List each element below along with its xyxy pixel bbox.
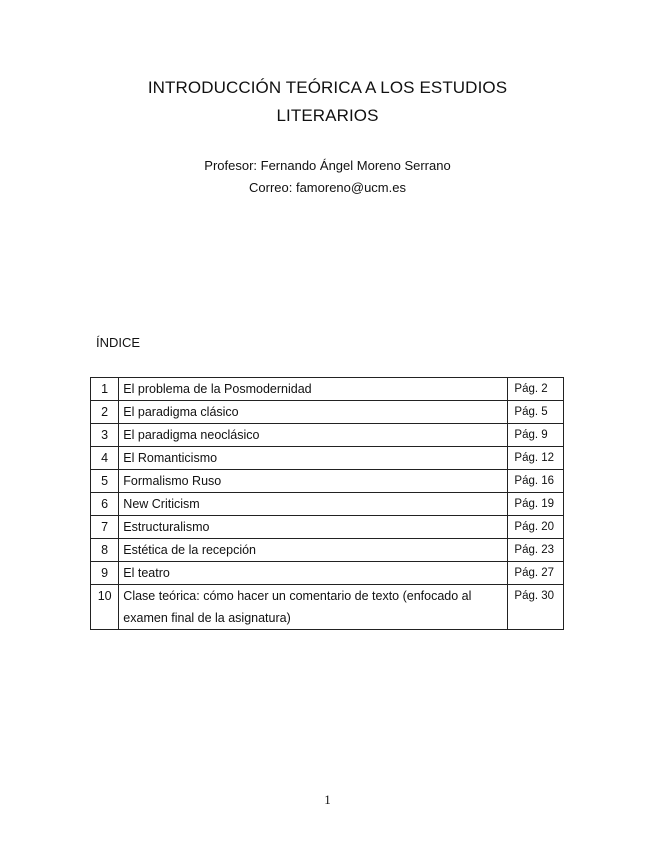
table-of-contents <box>90 377 564 630</box>
toc-topic: Estructuralismo <box>119 516 508 539</box>
table-row <box>91 539 564 562</box>
toc-page: Pág. 20 <box>508 516 564 539</box>
toc-topic: El problema de la Posmodernidad <box>119 378 508 401</box>
toc-topic: El teatro <box>119 562 508 585</box>
table-row <box>91 447 564 470</box>
professor-line: Profesor: Fernando Ángel Moreno Serrano <box>204 158 451 173</box>
toc-page: Pág. 5 <box>508 401 564 424</box>
document-title-line-2: LITERARIOS <box>276 106 379 125</box>
toc-number: 4 <box>91 447 119 470</box>
toc-number: 8 <box>91 539 119 562</box>
toc-number: 5 <box>91 470 119 493</box>
table-row <box>91 585 564 630</box>
table-row <box>91 424 564 447</box>
toc-topic: El Romanticismo <box>119 447 508 470</box>
toc-page: Pág. 16 <box>508 470 564 493</box>
page-number: 1 <box>324 792 331 807</box>
toc-topic: Clase teórica: cómo hacer un comentario de texto (enfocado al examen final de la asignatura) <box>119 585 508 630</box>
toc-topic: Formalismo Ruso <box>119 470 508 493</box>
toc-page: Pág. 30 <box>508 585 564 630</box>
document-title-line-1: INTRODUCCIÓN TEÓRICA A LOS ESTUDIOS <box>147 78 508 97</box>
table-row <box>91 562 564 585</box>
toc-topic: El paradigma clásico <box>119 401 508 424</box>
toc-page: Pág. 27 <box>508 562 564 585</box>
table-row <box>91 516 564 539</box>
toc-topic: Estética de la recepción <box>119 539 508 562</box>
table-row <box>91 401 564 424</box>
toc-page: Pág. 9 <box>508 424 564 447</box>
toc-page: Pág. 19 <box>508 493 564 516</box>
toc-number: 1 <box>91 378 119 401</box>
table-row <box>91 470 564 493</box>
toc-number: 10 <box>91 585 119 630</box>
toc-page: Pág. 2 <box>508 378 564 401</box>
toc-topic: New Criticism <box>119 493 508 516</box>
toc-page: Pág. 23 <box>508 539 564 562</box>
toc-page: Pág. 12 <box>508 447 564 470</box>
email-line: Correo: famoreno@ucm.es <box>249 180 406 195</box>
toc-number: 2 <box>91 401 119 424</box>
toc-number: 3 <box>91 424 119 447</box>
toc-topic: El paradigma neoclásico <box>119 424 508 447</box>
index-heading: ÍNDICE <box>96 335 141 350</box>
toc-number: 9 <box>91 562 119 585</box>
toc-number: 7 <box>91 516 119 539</box>
table-row <box>91 493 564 516</box>
toc-number: 6 <box>91 493 119 516</box>
table-row <box>91 378 564 401</box>
